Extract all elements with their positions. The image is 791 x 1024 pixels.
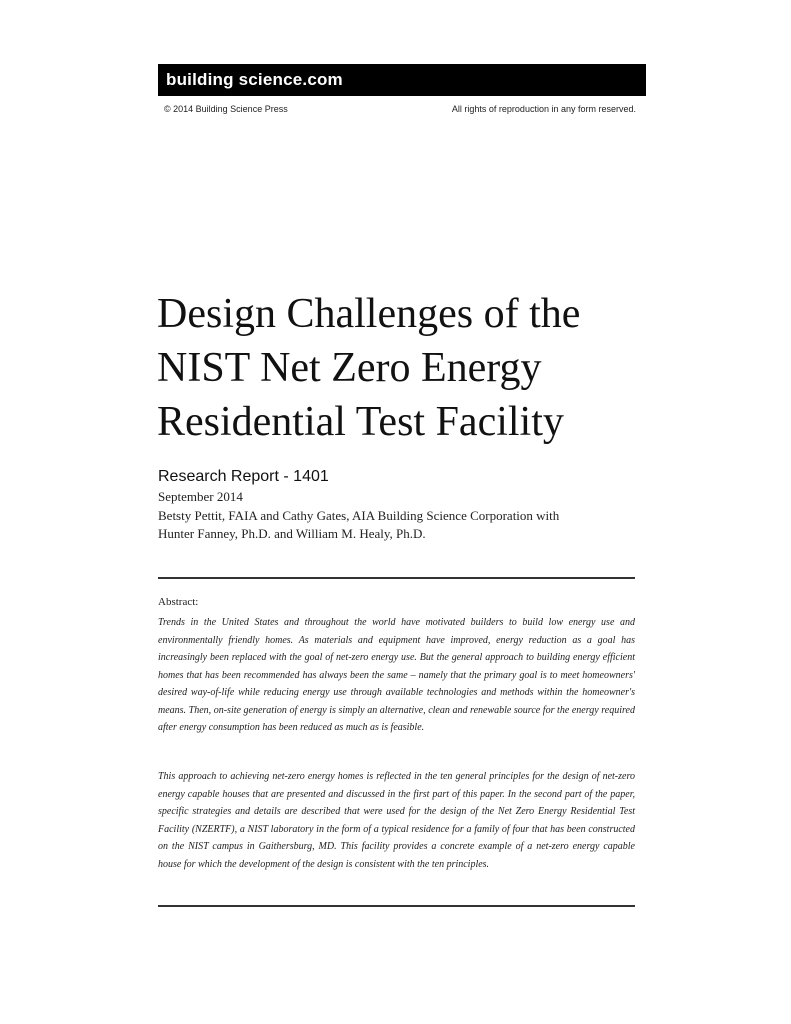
abstract-paragraph: This approach to achieving net-zero energy homes is reflected in the ten general principles for the design of net-zero energy capable houses that are presented and discussed in the first part of this paper. In the second part of the paper, specific strategies and details are described that were used for the design of the Net Zero Energy Residential Test Facility (NZERTF), a NIST laboratory in the form of a typical residence for a family of four that has been constructed on the NIST campus in Gaithersburg, MD. This facility provides a concrete example of a net-zero energy capable house for which the development of the design is consistent with the ten principles.	[158, 771, 635, 870]
author-line: Hunter Fanney, Ph.D. and William M. Healy, Ph.D.	[158, 526, 426, 541]
site-brand-bar	[158, 64, 646, 96]
abstract-paragraph: Trends in the United States and throughout the world have motivated builders to build low energy use and environmentally friendly homes. As materials and equipment have improved, energy reduction as a goal has increasingly been replaced with the goal of net-zero energy use. But the general approach to building energy efficient homes that has been recommended has always been the same – namely that the primary goal is to meet homeowners' desired way-of-life while reducing energy use through available technologies and methods within the homeowner's means. Then, on-site generation of energy is simply an alternative, clean and renewable source for the energy required after energy consumption has been reduced as much as is feasible.	[158, 617, 635, 733]
author-line: Betsty Pettit, FAIA and Cathy Gates, AIA Building Science Corporation with	[158, 508, 560, 523]
report-authors	[158, 507, 638, 543]
site-brand-name: building science.com	[166, 70, 343, 89]
rights-notice: All rights of reproduction in any form reserved.	[451, 104, 636, 114]
report-title-line: Residential Test Facility	[157, 399, 564, 445]
divider-bottom	[158, 905, 635, 907]
report-number: Research Report - 1401	[158, 468, 329, 485]
abstract-heading: Abstract:	[158, 596, 199, 608]
report-title-line: Design Challenges of the	[157, 291, 581, 337]
report-title-line: NIST Net Zero Energy	[157, 345, 542, 391]
report-title	[157, 287, 637, 449]
report-date: September 2014	[158, 489, 243, 504]
copyright-notice: © 2014 Building Science Press	[164, 104, 288, 114]
divider-top	[158, 577, 635, 579]
